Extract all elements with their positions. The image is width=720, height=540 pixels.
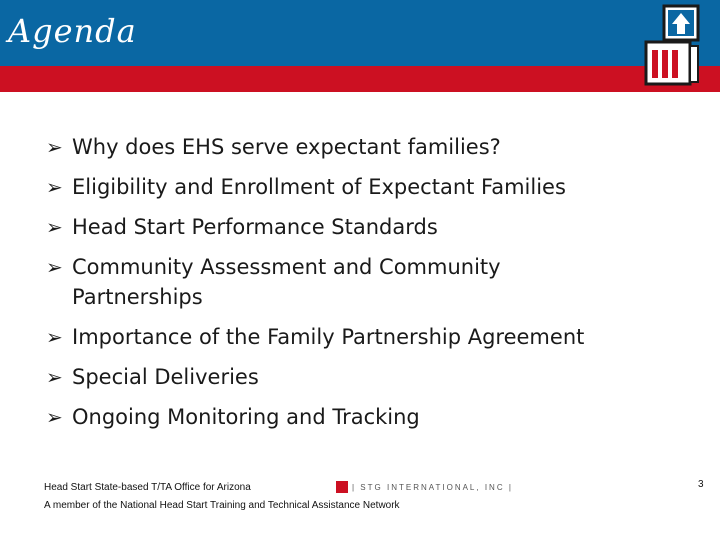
agenda-item-text: Ongoing Monitoring and Tracking (72, 405, 420, 429)
agenda-item (46, 322, 686, 352)
agenda-item-text: Why does EHS serve expectant families? (72, 135, 501, 159)
alphabet-blocks-icon (640, 4, 702, 88)
agenda-item (46, 252, 686, 312)
footer-office-line: Head Start State-based T/TA Office for Arizona (44, 482, 251, 493)
stg-logo-text: | STG INTERNATIONAL, INC | (352, 482, 513, 492)
arrow-bullet-icon: ➢ (46, 365, 63, 389)
agenda-item-text: Special Deliveries (72, 365, 259, 389)
agenda-item (46, 402, 686, 432)
arrow-bullet-icon: ➢ (46, 255, 63, 279)
agenda-list (46, 132, 686, 442)
agenda-item-text: Community Assessment and Community Partnerships (72, 255, 501, 309)
agenda-item-text: Head Start Performance Standards (72, 215, 438, 239)
footer-network-line: A member of the National Head Start Training and Technical Assistance Network (44, 500, 400, 511)
agenda-item (46, 132, 686, 162)
arrow-bullet-icon: ➢ (46, 175, 63, 199)
stg-logo (336, 480, 513, 494)
arrow-bullet-icon: ➢ (46, 215, 63, 239)
red-strip (0, 66, 720, 92)
agenda-item (46, 362, 686, 392)
agenda-item-text: Eligibility and Enrollment of Expectant Families (72, 175, 566, 199)
arrow-bullet-icon: ➢ (46, 405, 63, 429)
agenda-item (46, 212, 686, 242)
page-number: 3 (698, 479, 704, 490)
stg-logo-mark-icon (336, 481, 348, 493)
arrow-bullet-icon: ➢ (46, 135, 63, 159)
agenda-item (46, 172, 686, 202)
agenda-item-text: Importance of the Family Partnership Agreement (72, 325, 585, 349)
arrow-bullet-icon: ➢ (46, 325, 63, 349)
slide-title: Agenda (8, 12, 137, 50)
